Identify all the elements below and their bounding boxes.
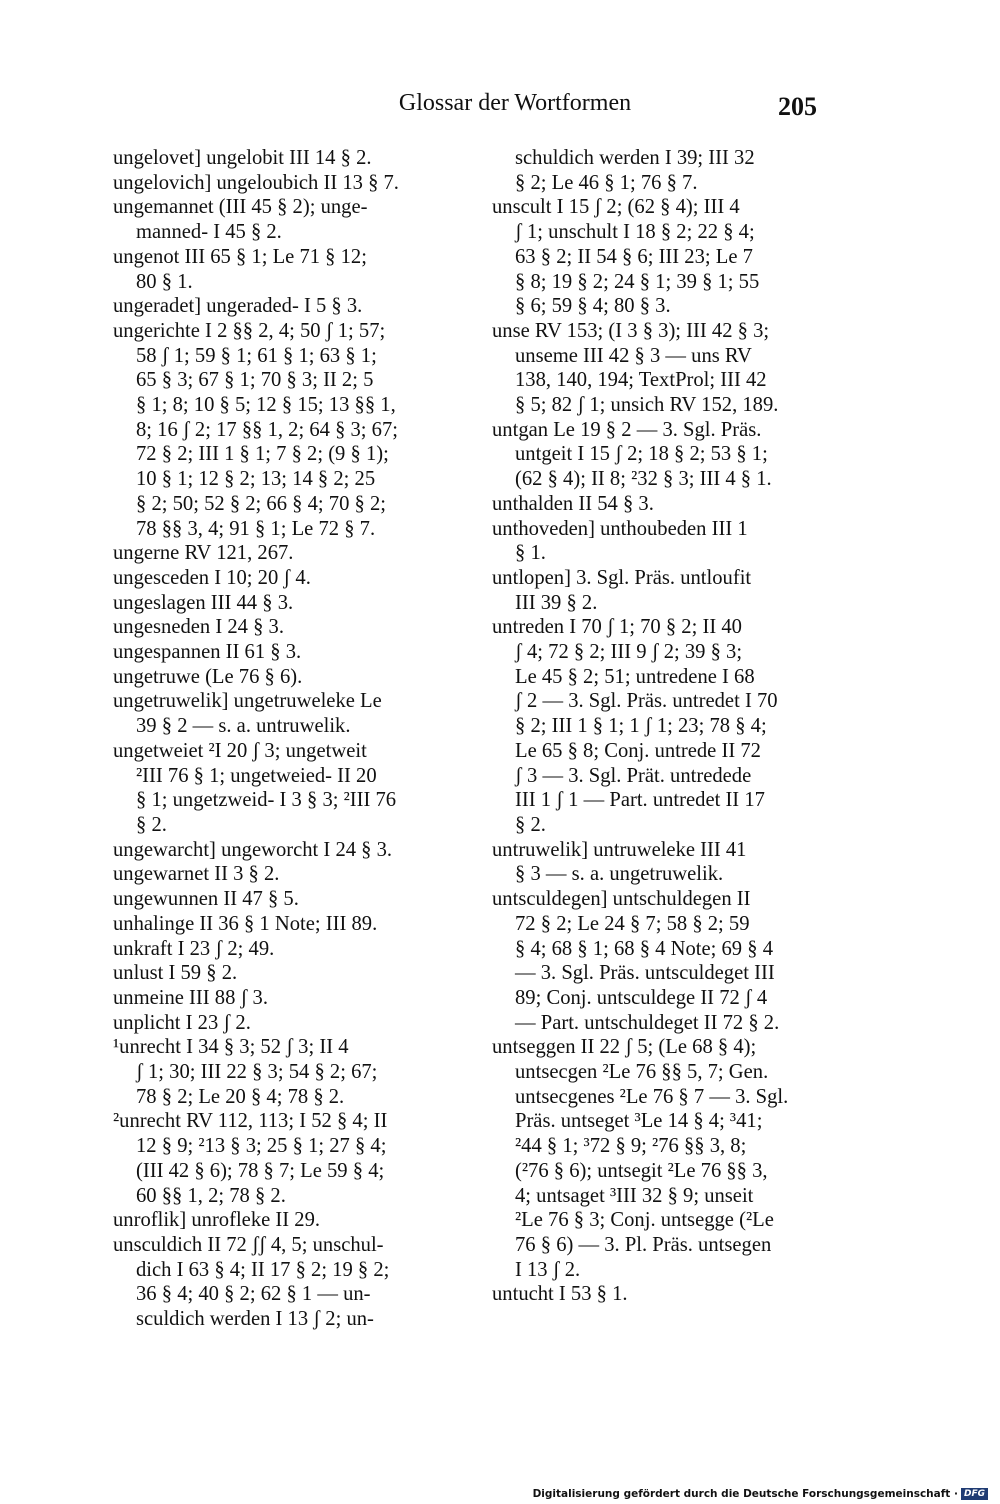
glossary-line: § 2. (136, 813, 167, 836)
glossary-line: 8; 16 ʃ 2; 17 §§ 1, 2; 64 § 3; 67; (136, 418, 398, 441)
glossary-line: untseggen II 22 ʃ 5; (Le 68 § 4); (492, 1036, 757, 1059)
glossary-line: dich I 63 § 4; II 17 § 2; 19 § 2; (136, 1258, 390, 1281)
glossary-line: Präs. untseget ³Le 14 § 4; ³41; (515, 1110, 763, 1133)
glossary-line: schuldich werden I 39; III 32 (515, 147, 755, 169)
running-title: Glossar der Wortformen (398, 90, 632, 116)
glossary-line: untucht I 53 § 1. (492, 1283, 628, 1306)
glossary-line: ungewarcht] ungeworcht I 24 § 3. (113, 838, 393, 861)
glossary-line: 78 § 2; Le 20 § 4; 78 § 2. (136, 1085, 345, 1108)
glossary-line: unse RV 153; (I 3 § 3); III 42 § 3; (492, 319, 770, 342)
glossary-line: ungesceden I 10; 20 ʃ 4. (113, 566, 311, 589)
glossary-line: (III 42 § 6); 78 § 7; Le 59 § 4; (136, 1159, 385, 1182)
glossary-line: 60 §§ 1, 2; 78 § 2. (136, 1184, 286, 1207)
glossary-line: ungelovet] ungelobit III 14 § 2. (113, 147, 372, 169)
glossary-line: untgeit I 15 ʃ 2; 18 § 2; 53 § 1; (515, 443, 768, 466)
glossary-line: unthoveden] unthoubeden III 1 (492, 517, 748, 540)
glossary-line: § 3 — s. a. ungetruwelik. (515, 863, 724, 886)
glossary-line: 63 § 2; II 54 § 6; III 23; Le 7 (515, 245, 753, 268)
glossary-line: § 1. (515, 542, 546, 565)
page-number: 205 (778, 92, 817, 121)
glossary-line: ungeradet] ungeraded- I 5 § 3. (113, 295, 363, 318)
glossary-line: untsculdegen] untschuldegen II (492, 888, 751, 911)
glossary-line: 39 § 2 — s. a. untruwelik. (136, 715, 351, 738)
glossary-line: § 4; 68 § 1; 68 § 4 Note; 69 § 4 (515, 937, 773, 960)
glossary-column-left (113, 146, 443, 1332)
glossary-line: (²76 § 6); untsegit ²Le 76 §§ 3, (515, 1159, 768, 1182)
glossary-line: § 5; 82 ʃ 1; unsich RV 152, 189. (515, 394, 779, 417)
glossary-line: ungenot III 65 § 1; Le 71 § 12; (113, 245, 367, 268)
glossary-line: 58 ʃ 1; 59 § 1; 61 § 1; 63 § 1; (136, 344, 377, 367)
glossary-line: untreden I 70 ʃ 1; 70 § 2; II 40 (492, 616, 742, 639)
glossary-line: § 2; Le 46 § 1; 76 § 7. (515, 171, 698, 194)
glossary-line: § 1; ungetzweid- I 3 § 3; ²III 76 (136, 789, 397, 812)
glossary-line: ʃ 1; 30; III 22 § 3; 54 § 2; 67; (136, 1061, 378, 1084)
glossary-line: Le 65 § 8; Conj. untrede II 72 (515, 739, 761, 762)
glossary-line: unplicht I 23 ʃ 2. (113, 1011, 251, 1034)
glossary-line: ungewunnen II 47 § 5. (113, 888, 299, 911)
glossary-line: ²Le 76 § 3; Conj. untsegge (²Le (515, 1209, 774, 1232)
glossary-line: 4; untsaget ³III 32 § 9; unseit (515, 1184, 754, 1207)
glossary-line: unsculdich II 72 ʃʃ 4, 5; unschul- (113, 1233, 384, 1256)
glossary-line: ʃ 2 — 3. Sgl. Präs. untredet I 70 (515, 690, 778, 713)
glossary-line: 36 § 4; 40 § 2; 62 § 1 — un- (136, 1283, 371, 1306)
glossary-line: — 3. Sgl. Präs. untsculdeget III (515, 962, 775, 985)
glossary-line: untsecgenes ²Le 76 § 7 — 3. Sgl. (515, 1085, 789, 1108)
glossary-line: 138, 140, 194; TextProl; III 42 (515, 369, 767, 392)
glossary-line: ungemannet (III 45 § 2); unge- (113, 196, 368, 219)
glossary-line: Le 45 § 2; 51; untredene I 68 (515, 665, 755, 688)
glossary-line: ungesneden I 24 § 3. (113, 616, 285, 639)
glossary-line: ²III 76 § 1; ungetweied- II 20 (136, 764, 377, 787)
glossary-line: 76 § 6) — 3. Pl. Präs. untsegen (515, 1233, 772, 1256)
glossary-line: 12 § 9; ²13 § 3; 25 § 1; 27 § 4; (136, 1135, 387, 1158)
glossary-line: 65 § 3; 67 § 1; 70 § 3; II 2; 5 (136, 369, 374, 392)
glossary-line: ungetweiet ²I 20 ʃ 3; ungetweit (113, 739, 367, 762)
glossary-line: III 39 § 2. (515, 591, 598, 614)
glossary-line: 78 §§ 3, 4; 91 § 1; Le 72 § 7. (136, 517, 376, 540)
glossary-line: ²unrecht RV 112, 113; I 52 § 4; II (113, 1110, 388, 1133)
glossary-line: ¹unrecht I 34 § 3; 52 ʃ 3; II 4 (113, 1036, 349, 1059)
glossary-line: ungetruwe (Le 76 § 6). (113, 665, 303, 688)
glossary-line: unkraft I 23 ʃ 2; 49. (113, 937, 275, 960)
glossary-line: ungespannen II 61 § 3. (113, 641, 302, 664)
glossary-line: ungewarnet II 3 § 2. (113, 863, 280, 886)
glossary-line: unlust I 59 § 2. (113, 962, 238, 985)
glossary-line: § 2. (515, 813, 546, 836)
glossary-line: ungerichte I 2 §§ 2, 4; 50 ʃ 1; 57; (113, 319, 386, 342)
glossary-line: unroflik] unrofleke II 29. (113, 1209, 321, 1232)
glossary-line: 89; Conj. untsculdege II 72 ʃ 4 (515, 986, 768, 1009)
digitization-footer (533, 1488, 988, 1500)
glossary-line: § 1; 8; 10 § 5; 12 § 15; 13 §§ 1, (136, 394, 396, 417)
glossary-line: ʃ 3 — 3. Sgl. Prät. untredede (515, 764, 752, 787)
glossary-line: ungelovich] ungeloubich II 13 § 7. (113, 171, 399, 194)
glossary-line: untgan Le 19 § 2 — 3. Sgl. Präs. (492, 418, 762, 441)
glossary-line: § 6; 59 § 4; 80 § 3. (515, 295, 671, 318)
glossary-line: unscult I 15 ʃ 2; (62 § 4); III 4 (492, 196, 740, 219)
glossary-line: ²44 § 1; ³72 § 9; ²76 §§ 3, 8; (515, 1135, 747, 1158)
glossary-line: ʃ 4; 72 § 2; III 9 ʃ 2; 39 § 3; (515, 641, 743, 664)
glossary-line: ungerne RV 121, 267. (113, 542, 294, 565)
glossary-line: 80 § 1. (136, 270, 193, 293)
glossary-column-right (492, 146, 822, 1307)
glossary-line: unhalinge II 36 § 1 Note; III 89. (113, 912, 378, 935)
glossary-line: unthalden II 54 § 3. (492, 492, 654, 515)
glossary-line: (62 § 4); II 8; ²32 § 3; III 4 § 1. (515, 468, 772, 491)
glossary-line: untsecgen ²Le 76 §§ 5, 7; Gen. (515, 1061, 769, 1084)
glossary-line: ungeslagen III 44 § 3. (113, 591, 294, 614)
glossary-line: untruwelik] untruweleke III 41 (492, 838, 747, 861)
footer-text: Digitalisierung gefördert durch die Deutsche Forschungsgemeinschaft · (532, 1488, 958, 1500)
glossary-line: 10 § 1; 12 § 2; 13; 14 § 2; 25 (136, 468, 376, 491)
glossary-line: III 1 ʃ 1 — Part. untredet II 17 (515, 789, 765, 812)
glossary-line: sculdich werden I 13 ʃ 2; un- (136, 1308, 374, 1331)
glossary-line: 72 § 2; III 1 § 1; 7 § 2; (9 § 1); (136, 443, 389, 466)
glossary-line: ungetruwelik] ungetruweleke Le (113, 690, 382, 713)
glossary-line: § 8; 19 § 2; 24 § 1; 39 § 1; 55 (515, 270, 760, 293)
dfg-logo-icon: DFG (961, 1488, 988, 1500)
glossary-line: ʃ 1; unschult I 18 § 2; 22 § 4; (515, 221, 755, 244)
glossary-line: unseme III 42 § 3 — uns RV (515, 344, 752, 367)
glossary-line: I 13 ʃ 2. (515, 1258, 581, 1281)
glossary-line: untlopen] 3. Sgl. Präs. untloufit (492, 566, 752, 589)
glossary-line: § 2; 50; 52 § 2; 66 § 4; 70 § 2; (136, 492, 386, 515)
glossary-line: 72 § 2; Le 24 § 7; 58 § 2; 59 (515, 912, 750, 935)
glossary-line: § 2; III 1 § 1; 1 ʃ 1; 23; 78 § 4; (515, 715, 767, 738)
glossary-line: — Part. untschuldeget II 72 § 2. (515, 1011, 780, 1034)
glossary-line: manned- I 45 § 2. (136, 221, 282, 244)
glossary-line: unmeine III 88 ʃ 3. (113, 986, 268, 1009)
